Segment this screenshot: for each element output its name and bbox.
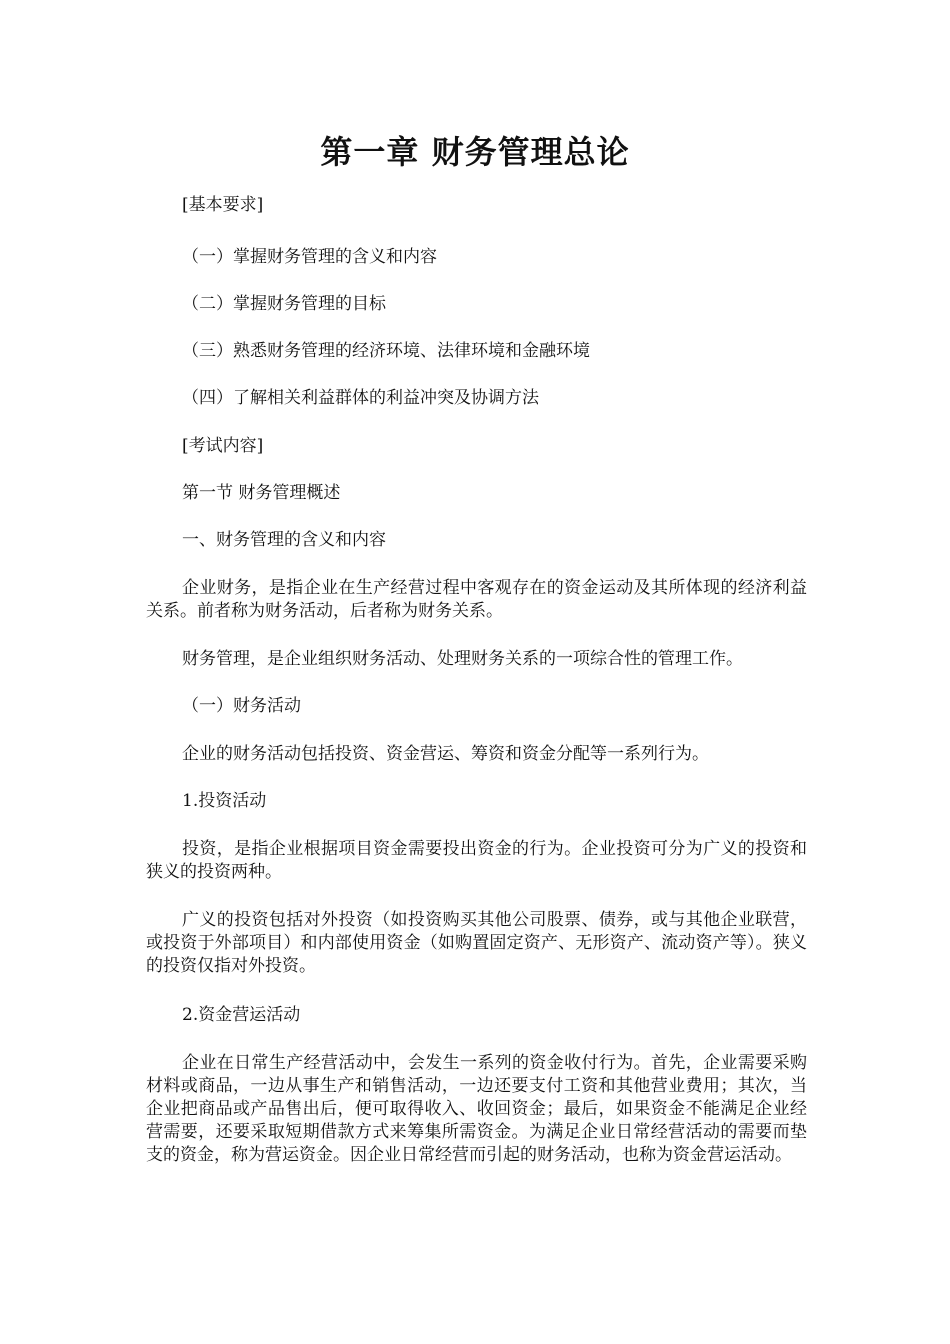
paragraph-investment-definition: 投资，是指企业根据项目资金需要投出资金的行为。企业投资可分为广义的投资和狭义的投资两种。	[146, 839, 807, 882]
paragraph-activities-list: 企业的财务活动包括投资、资金营运、筹资和资金分配等一系列行为。	[182, 744, 709, 764]
investment-activity-heading: 1.投资活动	[182, 791, 267, 811]
financial-activity-heading: （一）财务活动	[182, 696, 301, 716]
requirement-item-3: （三）熟悉财务管理的经济环境、法律环境和金融环境	[182, 341, 590, 361]
requirement-item-4: （四）了解相关利益群体的利益冲突及协调方法	[182, 388, 539, 408]
paragraph-working-capital: 企业在日常生产经营活动中，会发生一系列的资金收付行为。首先，企业需要采购材料或商品，一边从事生产和销售活动，一边还要支付工资和其他营业费用；其次，当企业把商品或产品售出后，便可取得收入、收回资金；最后，如果资金不能满足企业经营需要，还要采取短期借款方式来筹集所需资金。为满足企业日常经营活动的需要而垫支的资金，称为营运资金。因企业日常经营而引起的财务活动，也称为资金营运活动。	[146, 1053, 807, 1165]
requirement-item-2: （二）掌握财务管理的目标	[182, 294, 386, 314]
chapter-title: 第一章 财务管理总论	[320, 133, 630, 171]
working-capital-heading: 2.资金营运活动	[182, 1005, 301, 1025]
paragraph-enterprise-finance: 企业财务，是指企业在生产经营过程中客观存在的资金运动及其所体现的经济利益关系。前者称为财务活动，后者称为财务关系。	[146, 578, 807, 621]
paragraph-financial-management: 财务管理，是企业组织财务活动、处理财务关系的一项综合性的管理工作。	[182, 649, 743, 669]
exam-content-heading: [考试内容]	[182, 436, 264, 456]
section-heading: 第一节 财务管理概述	[182, 483, 341, 503]
basic-requirements-heading: [基本要求]	[182, 195, 264, 215]
paragraph-broad-investment: 广义的投资包括对外投资（如投资购买其他公司股票、债券，或与其他企业联营，或投资于外部项目）和内部使用资金（如购置固定资产、无形资产、流动资产等）。狭义的投资仅指对外投资。	[146, 910, 807, 976]
subsection-heading: 一、财务管理的含义和内容	[182, 530, 386, 550]
requirement-item-1: （一）掌握财务管理的含义和内容	[182, 247, 437, 267]
